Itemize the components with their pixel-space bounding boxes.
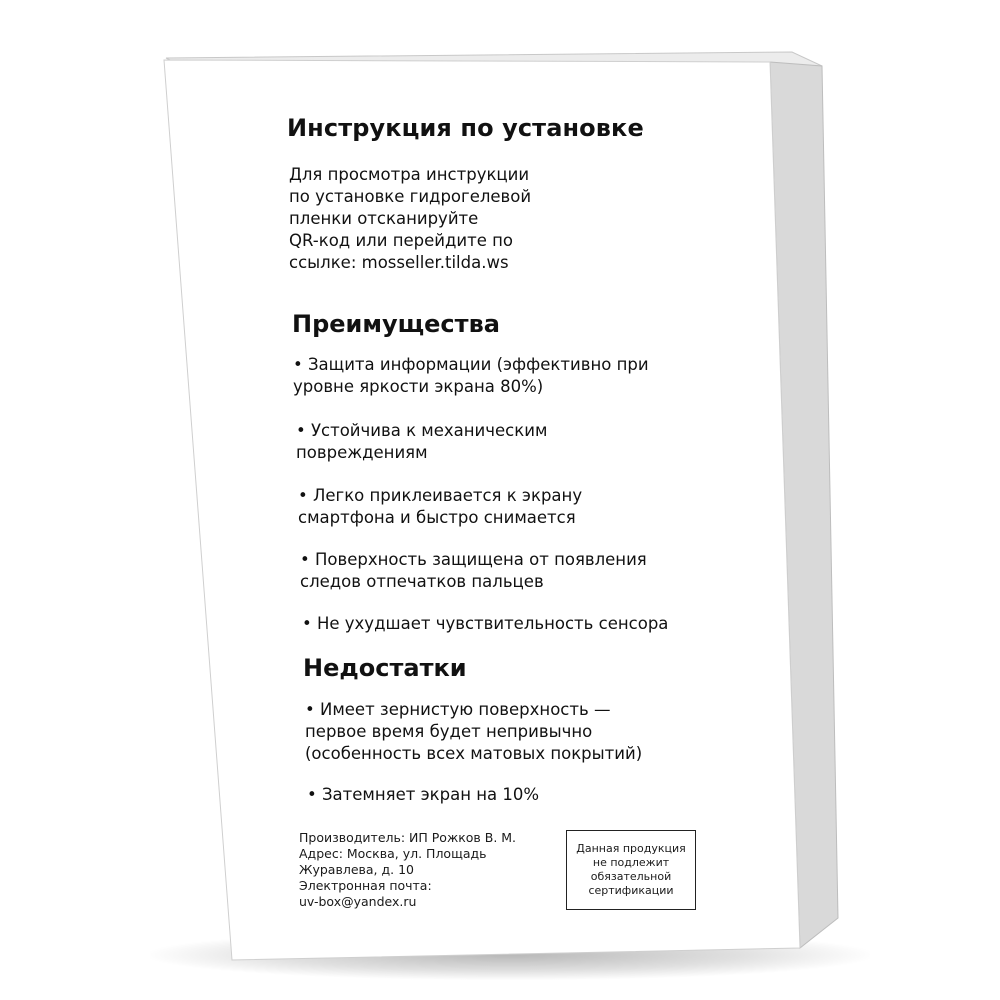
manufacturer-info: Производитель: ИП Рожков В. М. Адрес: Москва, ул. Площадь Журавлева, д. 10 Электронная почта: uv-box@yandex.ru: [299, 830, 517, 909]
advantage-item: • Легко приклеивается к экрану смартфона и быстро снимается: [298, 486, 583, 527]
disadvantage-item: • Затемняет экран на 10%: [307, 785, 540, 804]
certification-notice-text: Данная продукция не подлежит обязательной сертификации: [576, 842, 686, 897]
advantage-item: • Защита информации (эффективно при уровне яркости экрана 80%): [293, 355, 649, 396]
advantage-item: • Не ухудшает чувствительность сенсора: [302, 614, 669, 633]
advantage-item: • Поверхность защищена от появления следов отпечатков пальцев: [300, 550, 647, 591]
certification-notice-box: [566, 830, 696, 910]
advantage-item: • Устойчива к механическим повреждениям: [296, 421, 548, 462]
advantages-title: Преимущества: [292, 310, 500, 338]
disadvantage-item: • Имеет зернистую поверхность — первое время будет непривычно (особенность всех матовых покрытий): [305, 700, 643, 763]
install-text: Для просмотра инструкции по установке гидрогелевой пленки отсканируйте QR-код или перейдите по ссылке: mosseller.tilda.ws: [289, 165, 532, 272]
install-title: Инструкция по установке: [287, 114, 644, 142]
disadvantages-title: Недостатки: [303, 654, 467, 682]
